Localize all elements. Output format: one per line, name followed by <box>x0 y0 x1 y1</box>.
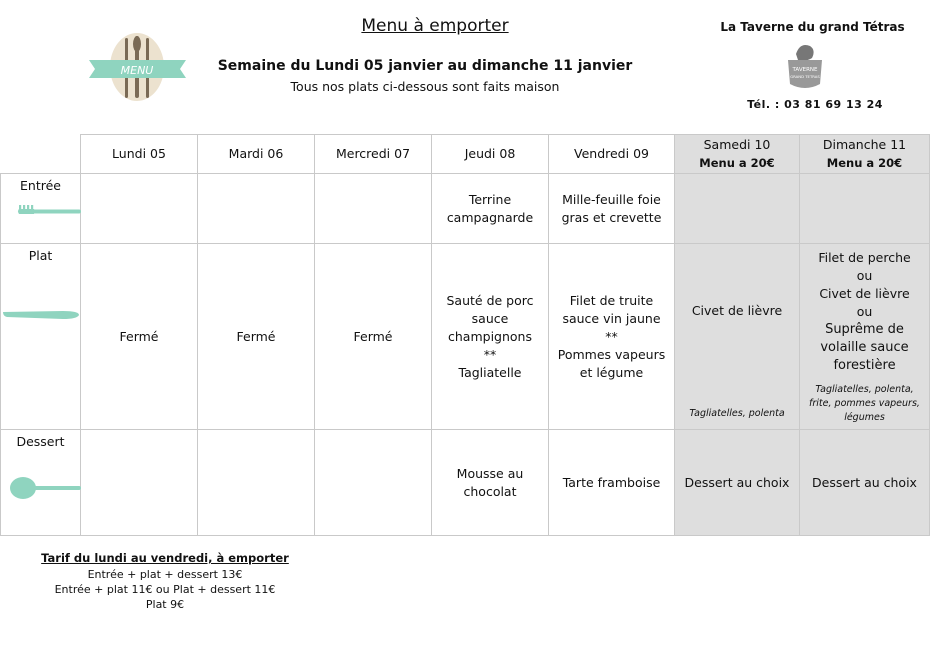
tarif-line: Entrée + plat 11€ ou Plat + dessert 11€ <box>54 583 276 596</box>
menu-cell <box>800 174 930 244</box>
menu-cell <box>198 430 315 536</box>
sides-note: Tagliatelles, polenta <box>689 408 785 419</box>
menu-price: Menu a 20€ <box>826 156 903 170</box>
week-title: Semaine du Lundi 05 janvier au dimanche 11 janvier <box>217 58 633 74</box>
weekly-menu-table <box>0 134 930 536</box>
knife-icon <box>3 308 81 322</box>
row-label: Plat <box>1 244 81 430</box>
menu-cell: Mille-feuille foie gras et crevette <box>549 174 675 244</box>
day-header: Lundi 05 <box>81 135 198 174</box>
fork-icon <box>3 204 81 218</box>
svg-text:MENU: MENU <box>120 64 154 77</box>
menu-logo <box>85 30 190 105</box>
menu-cell <box>81 430 198 536</box>
menu-cell <box>675 174 800 244</box>
day-header: Dimanche 11 Menu a 20€ <box>800 135 930 174</box>
svg-text:TAVERNE: TAVERNE <box>792 67 818 73</box>
tarif-line: Entrée + plat + dessert 13€ <box>87 568 243 581</box>
menu-cell: Terrine campagnarde <box>432 174 549 244</box>
menu-cell: Dessert au choix <box>675 430 800 536</box>
taverne-logo <box>780 36 830 94</box>
day-header: Samedi 10 Menu a 20€ <box>675 135 800 174</box>
tarif-line: Plat 9€ <box>145 598 185 611</box>
menu-cell: Fermé <box>81 244 198 430</box>
menu-cell: Fermé <box>198 244 315 430</box>
menu-cell: Dessert au choix <box>800 430 930 536</box>
menu-cell: Tarte framboise <box>549 430 675 536</box>
menu-cell <box>315 430 432 536</box>
day-header: Mercredi 07 <box>315 135 432 174</box>
day-header: Mardi 06 <box>198 135 315 174</box>
menu-cell: Civet de lièvre Tagliatelles, polenta <box>675 244 800 430</box>
phone-number: Tél. : 03 81 69 13 24 <box>747 98 883 111</box>
corner-cell <box>1 135 81 174</box>
menu-cell: Sauté de porc sauce champignons ** Tagliatelle <box>432 244 549 430</box>
day-header: Jeudi 08 <box>432 135 549 174</box>
menu-cell: Fermé <box>315 244 432 430</box>
row-label: Entrée <box>1 174 81 244</box>
dessert-row <box>1 430 930 536</box>
menu-cell <box>315 174 432 244</box>
day-header: Vendredi 09 <box>549 135 675 174</box>
homemade-note: Tous nos plats ci-dessous sont faits maison <box>290 79 560 94</box>
tarif-title: Tarif du lundi au vendredi, à emporter <box>41 551 289 565</box>
menu-cell: Filet de truite sauce vin jaune ** Pommes vapeurs et légume <box>549 244 675 430</box>
days-header-row <box>1 135 930 174</box>
menu-cell <box>81 174 198 244</box>
sides-note: Tagliatelles, polenta, frite, pommes vapeurs, légumes <box>809 383 920 423</box>
svg-text:GRAND TETRAS: GRAND TETRAS <box>790 74 820 79</box>
menu-cell: Mousse au chocolat <box>432 430 549 536</box>
spoon-icon <box>3 475 81 501</box>
restaurant-name: La Taverne du grand Tétras <box>720 20 905 34</box>
row-label: Dessert <box>1 430 81 536</box>
menu-price: Menu a 20€ <box>699 156 775 170</box>
menu-cell <box>198 174 315 244</box>
page-title: Menu à emporter <box>361 16 509 36</box>
plat-row <box>1 244 930 430</box>
menu-cell: Filet de perche ou Civet de lièvre ou Suprême de volaille sauce forestière Tagliatelles, polenta, frite, pommes vapeurs, légumes <box>800 244 930 430</box>
entree-row <box>1 174 930 244</box>
